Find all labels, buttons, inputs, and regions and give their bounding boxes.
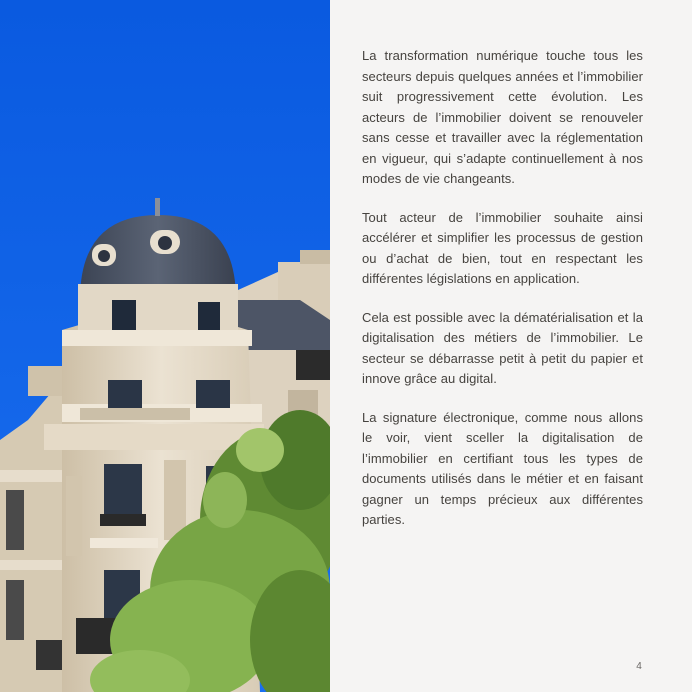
- paragraph-1: La transformation numérique touche tous les secteurs depuis quelques années et l’immobilier suit progressivement cette évolution. Les acteurs de l’immobilier doivent se renouveler sans cesse et travailler avec la réglementation en vigueur, qui s’adapte continuellement à nos modes de vie changeants.: [362, 48, 643, 186]
- page-number: 4: [636, 661, 642, 672]
- building-photo: [0, 0, 330, 692]
- body-text: [362, 46, 643, 549]
- paragraph-2: Tout acteur de l’immobilier souhaite ainsi accélérer et simplifier les processus de gestion ou d’achat de bien, tout en respectant les différentes législations en application.: [362, 209, 643, 286]
- paragraph-3: Cela est possible avec la dématérialisation et la digitalisation des métiers de l’immobilier. Le secteur se débarrasse petit à petit du papier et innove grâce au digital.: [362, 309, 643, 386]
- paragraph-4: La signature électronique, comme nous allons le voir, vient sceller la digitalisation de l’immobilier en certifiant tous les types de documents utilisés dans le métier et en faisant gagner un temps précieux aux différentes parties.: [362, 409, 643, 527]
